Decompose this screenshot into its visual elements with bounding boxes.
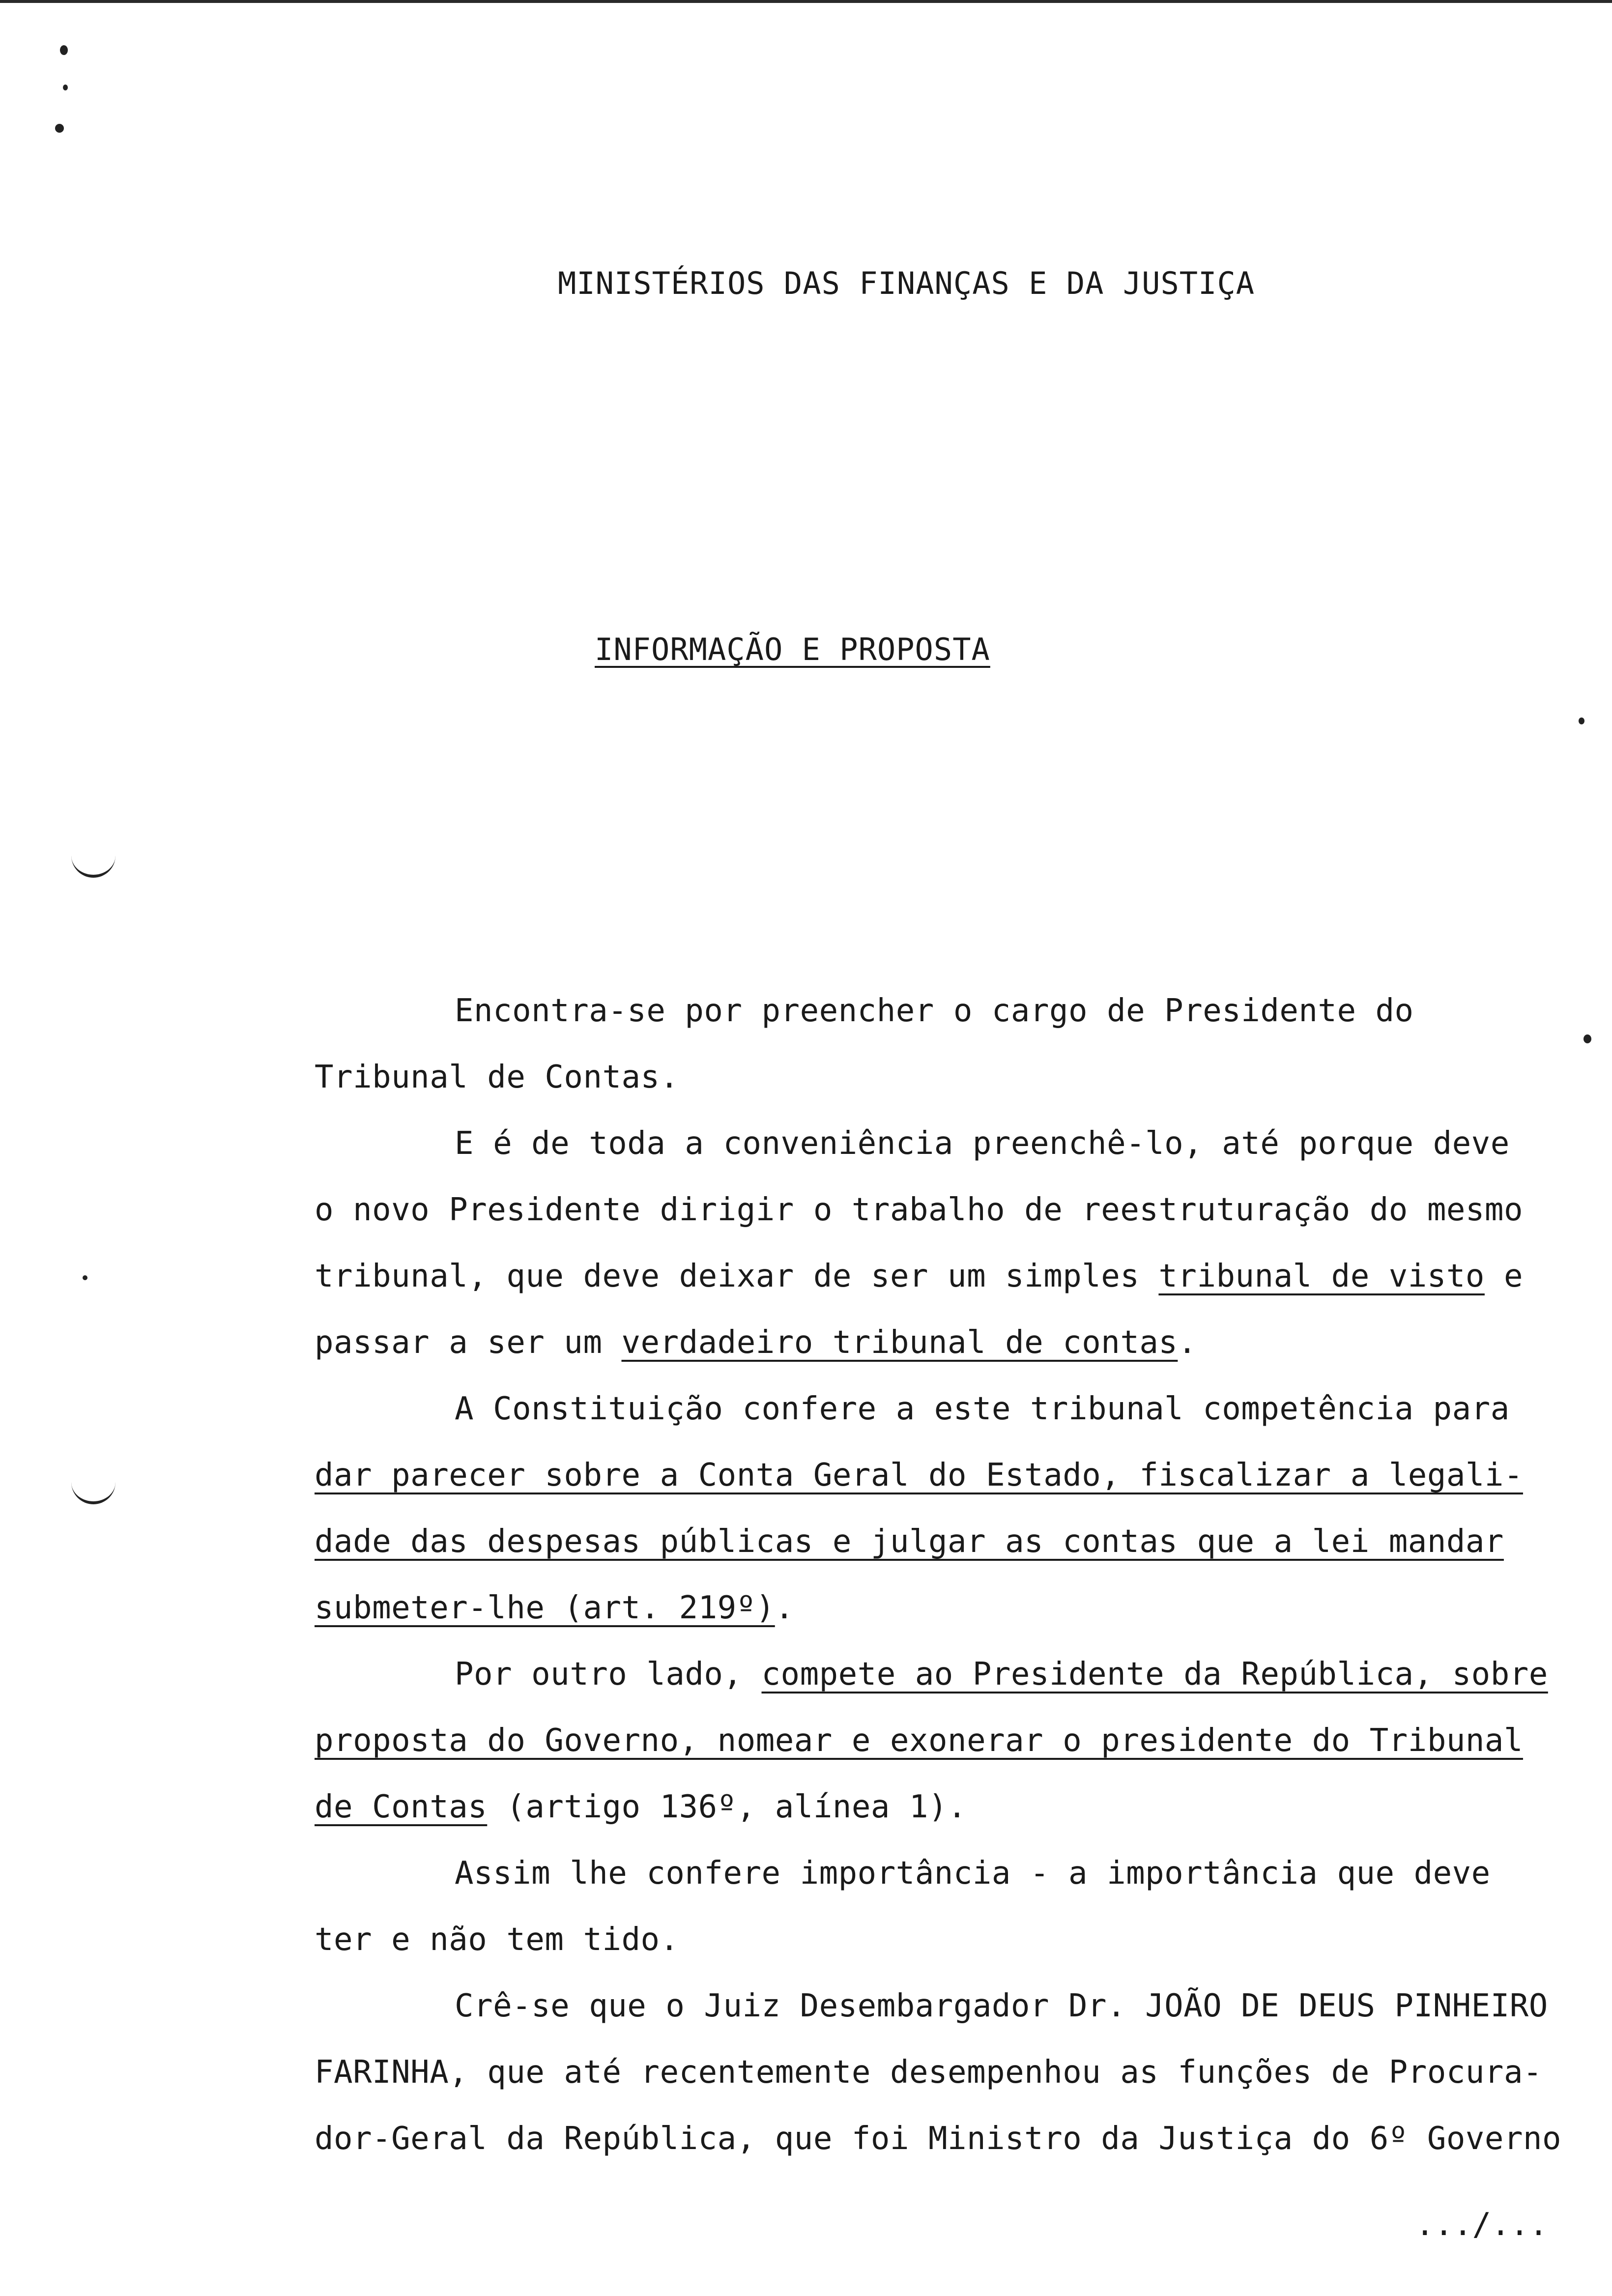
text-line: dor-Geral da República, que foi Ministro da Justiça do 6º Governo: [315, 2121, 1562, 2157]
punch-mark: [63, 85, 68, 90]
text-line: E é de toda a conveniência preenchê-lo, até porque deve: [455, 1125, 1510, 1162]
underlined-phrase: de Contas: [315, 1789, 488, 1825]
scan-speck: [83, 1275, 87, 1280]
scan-speck: [1583, 1034, 1591, 1043]
text-line: dar parecer sobre a Conta Geral do Estado, fiscalizar a legali-: [315, 1457, 1523, 1493]
text-line: dade das despesas públicas e julgar as contas que a lei mandar: [315, 1523, 1504, 1560]
text-line: de Contas (artigo 136º, alínea 1).: [315, 1789, 967, 1825]
text-line: o novo Presidente dirigir o trabalho de reestruturação do mesmo: [315, 1192, 1523, 1228]
text-line: Crê-se que o Juiz Desembargador Dr. JOÃO DE DEUS PINHEIRO: [455, 1988, 1548, 2024]
underlined-phrase: verdadeiro tribunal de contas: [621, 1324, 1178, 1361]
top-border-rule: [0, 0, 1612, 3]
text-line: Tribunal de Contas.: [315, 1059, 679, 1095]
section-heading: INFORMAÇÃO E PROPOSTA: [595, 631, 990, 667]
scan-speck: [1579, 718, 1584, 724]
text-line: submeter-lhe (art. 219º).: [315, 1590, 794, 1626]
text-line: A Constituição confere a este tribunal competência para: [455, 1391, 1510, 1427]
text-line: Encontra-se por preencher o cargo de Presidente do: [455, 993, 1414, 1029]
text-line: Assim lhe confere importância - a importância que deve: [455, 1855, 1491, 1892]
text-line: ter e não tem tido.: [315, 1922, 679, 1958]
text-line: proposta do Governo, nomear e exonerar o presidente do Tribunal: [315, 1722, 1523, 1759]
underlined-phrase: submeter-lhe (art. 219º): [315, 1590, 775, 1626]
text-line: Por outro lado, compete ao Presidente da República, sobre: [455, 1656, 1548, 1693]
punch-mark: [60, 45, 68, 55]
page-title: MINISTÉRIOS DAS FINANÇAS E DA JUSTIÇA: [558, 265, 1255, 301]
punch-mark: [55, 124, 64, 133]
underlined-phrase: compete ao Presidente da República, sobre: [761, 1656, 1548, 1693]
continuation-marker: .../...: [1415, 2207, 1548, 2243]
binding-mark: [71, 855, 115, 878]
text-line: passar a ser um verdadeiro tribunal de contas.: [315, 1324, 1197, 1361]
text-line: tribunal, que deve deixar de ser um simples tribunal de visto e: [315, 1258, 1523, 1294]
text-line: FARINHA, que até recentemente desempenhou as funções de Procura-: [315, 2054, 1542, 2091]
underlined-phrase: tribunal de visto: [1158, 1258, 1485, 1294]
binding-mark: [71, 1482, 115, 1504]
